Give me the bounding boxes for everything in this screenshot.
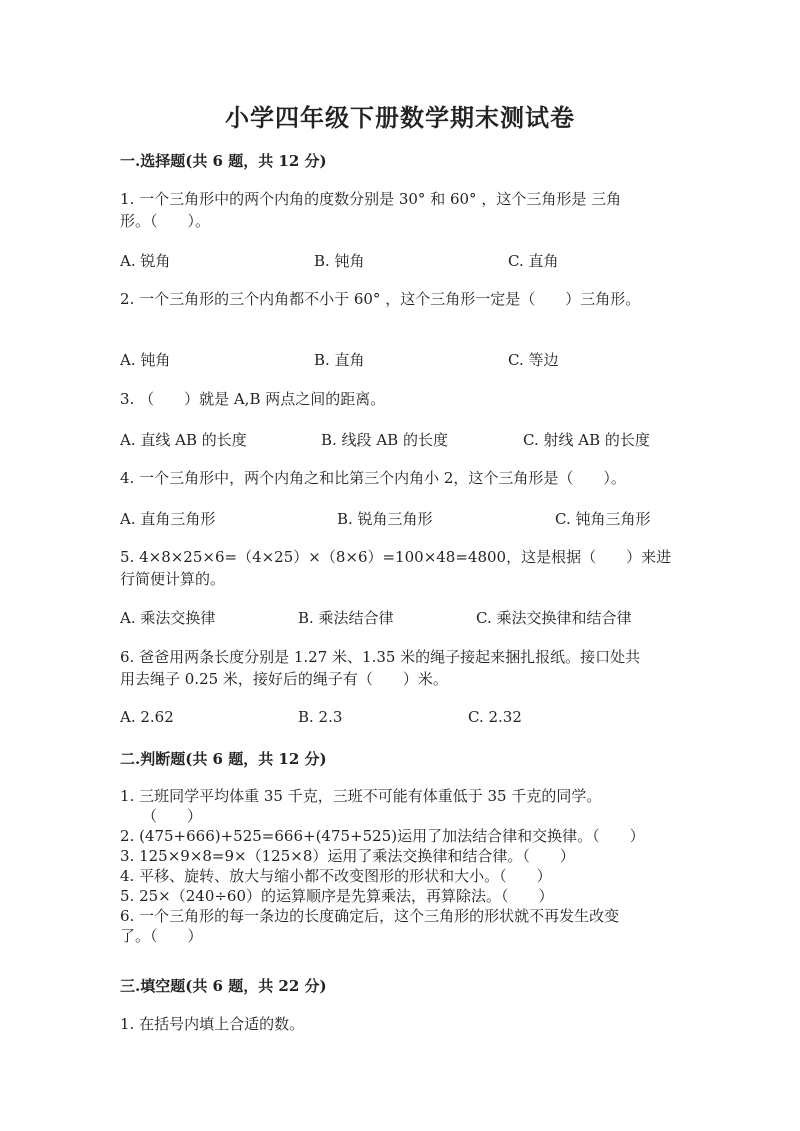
question-1-option-b: B. 钝角 (314, 252, 365, 270)
section-heading-choice: 一.选择题(共 6 题，共 12 分) (120, 152, 327, 170)
question-3-line1: 3. （ ）就是 A,B 两点之间的距离。 (120, 390, 386, 408)
true-false-item-3: 3. 125×9×8=9×（125×8）运用了乘法交换律和结合律。（ ） (120, 847, 575, 865)
true-false-item-1: 1. 三班同学平均体重 35 千克，三班不可能有体重低于 35 千克的同学。 (120, 787, 602, 805)
question-2 (120, 288, 675, 310)
question-4-line1: 4. 一个三角形中，两个内角之和比第三个内角小 2，这个三角形是（ ）。 (120, 469, 626, 487)
section-heading-true-false: 二.判断题(共 6 题，共 12 分) (120, 750, 327, 768)
true-false-item-2: 2. (475+666)+525=666+(475+525)运用了加法结合律和交换律。（ ） (120, 827, 645, 845)
question-5-option-a: A. 乘法交换律 (120, 609, 216, 627)
question-3-option-b: B. 线段 AB 的长度 (321, 431, 448, 449)
question-1-line1: 1. 一个三角形中的两个内角的度数分别是 30° 和 60° ，这个三角形是 三角 (120, 190, 622, 208)
true-false-item-6: 6. 一个三角形的每一条边的长度确定后，这个三角形的形状就不再发生改变 (120, 907, 620, 925)
true-false-item-5: 5. 25×（240÷60）的运算顺序是先算乘法，再算除法。（ ） (120, 887, 554, 905)
question-6-line2: 用去绳子 0.25 米，接好后的绳子有（ ）米。 (120, 670, 448, 688)
true-false-list (120, 786, 675, 946)
question-2-option-b: B. 直角 (314, 351, 365, 369)
question-2-option-c: C. 等边 (508, 351, 559, 369)
question-6-option-c: C. 2.32 (468, 708, 522, 726)
question-5-option-c: C. 乘法交换律和结合律 (476, 609, 632, 627)
question-4-option-b: B. 锐角三角形 (337, 510, 433, 528)
question-5-option-b: B. 乘法结合律 (298, 609, 394, 627)
question-5-line2: 行简便计算的。 (120, 570, 226, 588)
question-5-line1: 5. 4×8×25×6=（4×25）×（8×6）=100×48=4800，这是根据（ ）来进 (120, 548, 672, 566)
page-title: 小学四年级下册数学期末测试卷 (225, 103, 575, 132)
true-false-item-1-blank: （ ） (142, 807, 203, 825)
question-1-option-a: A. 锐角 (120, 252, 171, 270)
question-1-option-c: C. 直角 (508, 252, 559, 270)
true-false-item-4: 4. 平移、旋转、放大与缩小都不改变图形的形状和大小。（ ） (120, 867, 552, 885)
question-3-option-a: A. 直线 AB 的长度 (120, 431, 247, 449)
section-heading-fill-blank: 三.填空题(共 6 题，共 22 分) (120, 977, 327, 995)
question-1 (120, 188, 675, 232)
question-1-line2: 形。（ ）。 (120, 212, 211, 230)
question-6-line1: 6. 爸爸用两条长度分别是 1.27 米、1.35 米的绳子接起来捆扎报纸。接口处共 (120, 648, 641, 666)
question-5 (120, 546, 675, 590)
question-4 (120, 467, 675, 489)
question-4-option-a: A. 直角三角形 (120, 510, 216, 528)
question-6-option-b: B. 2.3 (298, 708, 343, 726)
question-6-option-a: A. 2.62 (120, 708, 174, 726)
true-false-item-6-cont: 了。（ ） (120, 927, 203, 945)
fill-blank-question-1: 1. 在括号内填上合适的数。 (120, 1015, 305, 1033)
question-6 (120, 646, 675, 690)
question-4-option-c: C. 钝角三角形 (555, 510, 651, 528)
question-3 (120, 388, 675, 410)
question-2-line1: 2. 一个三角形的三个内角都不小于 60° ，这个三角形一定是（ ）三角形。 (120, 290, 641, 308)
question-3-option-c: C. 射线 AB 的长度 (523, 431, 650, 449)
question-2-option-a: A. 钝角 (120, 351, 171, 369)
